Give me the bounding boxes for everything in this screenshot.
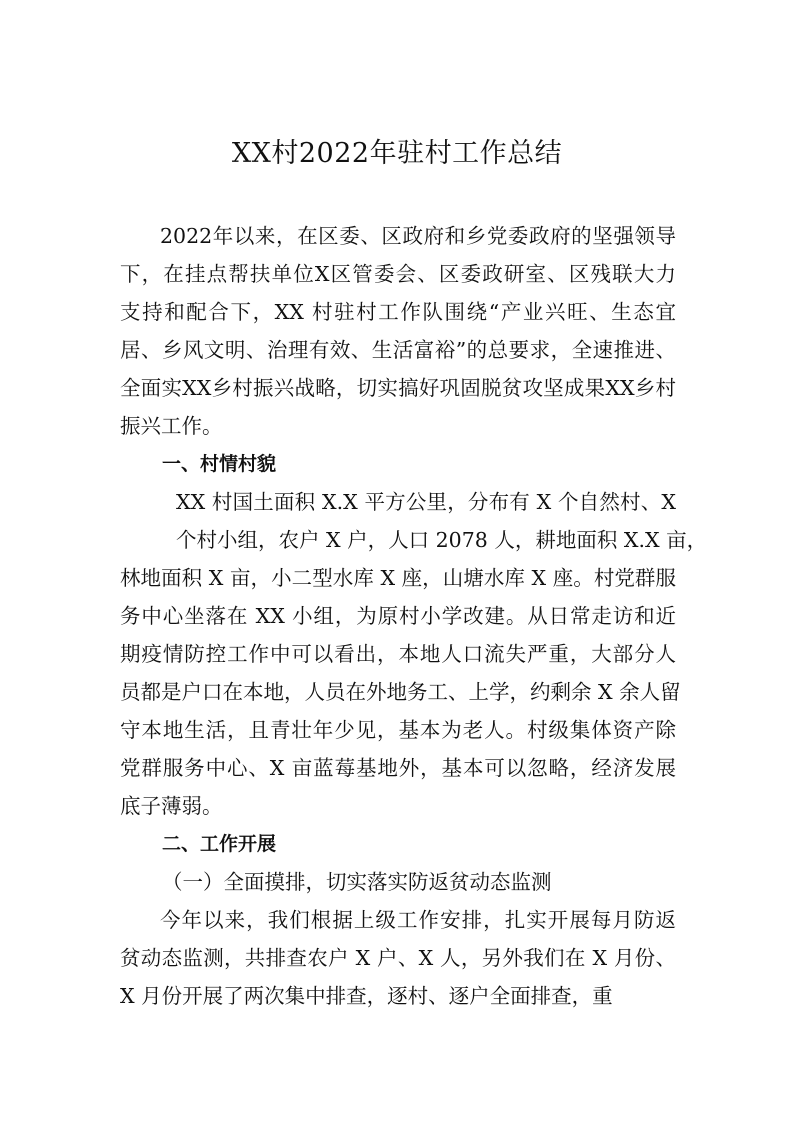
- section1-line-8: 党群服务中心、X 亩蓝莓基地外，基本可以忽略，经济发展: [120, 756, 676, 780]
- subsection1-line-1: 今年以来，我们根据上级工作安排，扎实开展每月防返: [160, 908, 676, 932]
- subsection1-line-2: 贫动态监测，共排查农户 X 户、X 人，另外我们在 X 月份、: [120, 946, 676, 970]
- section-heading-village-profile: 一、村情村貌: [162, 453, 277, 475]
- section-heading-work-progress: 二、工作开展: [162, 833, 277, 855]
- section1-line-1: XX 村国土面积 X.X 平方公里，分布有 X 个自然村、X: [176, 490, 676, 514]
- intro-line-5: 全面实XX乡村振兴战略，切实搞好巩固脱贫攻坚成果XX乡村: [120, 376, 676, 400]
- section1-line-9: 底子薄弱。: [120, 794, 223, 818]
- document-title: XX村2022年驻村工作总结: [231, 138, 563, 169]
- section1-line-4: 务中心坐落在 XX 小组，为原村小学改建。从日常走访和近: [120, 604, 676, 628]
- subsection-heading-monitoring: （一）全面摸排，切实落实防返贫动态监测: [162, 870, 552, 894]
- intro-line-6: 振兴工作。: [120, 414, 223, 438]
- section1-line-2: 个村小组，农户 X 户，人口 2078 人，耕地面积 X.X 亩，: [176, 528, 708, 552]
- section1-line-3: 林地面积 X 亩，小二型水库 X 座，山塘水库 X 座。村党群服: [120, 566, 676, 590]
- section1-line-7: 守本地生活，且青壮年少见，基本为老人。村级集体资产除: [120, 718, 676, 742]
- intro-line-2: 下，在挂点帮扶单位X区管委会、区委政研室、区残联大力: [120, 262, 676, 286]
- section1-line-5: 期疫情防控工作中可以看出，本地人口流失严重，大部分人: [120, 642, 676, 666]
- intro-line-1: 2022年以来，在区委、区政府和乡党委政府的坚强领导: [160, 224, 676, 248]
- subsection1-line-3: X 月份开展了两次集中排查，逐村、逐户全面排查，重: [120, 984, 613, 1008]
- intro-line-3: 支持和配合下，XX 村驻村工作队围绕“产业兴旺、生态宜: [120, 300, 676, 324]
- section1-line-6: 员都是户口在本地，人员在外地务工、上学，约剩余 X 余人留: [120, 680, 681, 704]
- intro-line-4: 居、乡风文明、治理有效、生活富裕”的总要求，全速推进、: [120, 338, 676, 362]
